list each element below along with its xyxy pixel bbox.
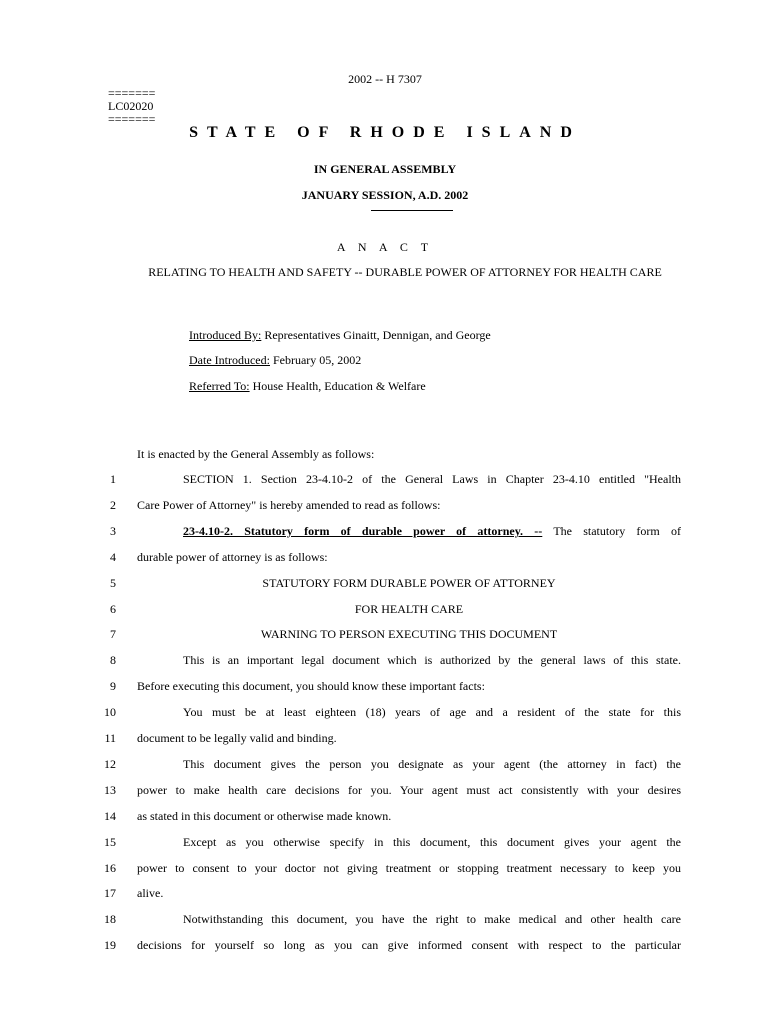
line-number: 2	[110, 498, 116, 512]
introduced-by-label: Introduced By:	[189, 328, 262, 342]
bill-line	[137, 576, 681, 591]
bill-line	[137, 886, 681, 901]
section-heading: 23-4.10-2. Statutory form of durable power of attorney. --	[183, 524, 543, 538]
line-text: power to make health care decisions for you. Your agent must act consistently with your desires	[137, 783, 681, 797]
line-text: decisions for yourself so long as you can give informed consent with respect to the particular	[137, 938, 681, 952]
line-number: 5	[110, 576, 116, 590]
bill-line	[137, 524, 681, 539]
line-text: SECTION 1. Section 23-4.10-2 of the General Laws in Chapter 23-4.10 entitled "Health	[183, 472, 681, 486]
assembly-heading: IN GENERAL ASSEMBLY	[313, 162, 457, 176]
bill-line	[137, 627, 681, 642]
bill-line	[137, 653, 681, 668]
line-number: 18	[104, 912, 116, 926]
line-number: 14	[104, 809, 116, 823]
bill-line	[137, 809, 681, 824]
line-number: 3	[110, 524, 116, 538]
line-text: document to be legally valid and binding.	[137, 731, 337, 745]
line-number: 17	[104, 886, 116, 900]
bill-line	[137, 472, 681, 487]
date-introduced	[189, 353, 361, 368]
bill-number: 2002 -- H 7307	[348, 72, 422, 86]
referred-to	[189, 379, 426, 394]
bill-line	[137, 835, 681, 850]
session-heading: JANUARY SESSION, A.D. 2002	[301, 188, 469, 202]
lc-code: LC02020	[108, 99, 154, 113]
line-text: alive.	[137, 886, 164, 900]
act-heading: A N A C T	[336, 240, 434, 254]
bill-line	[137, 912, 681, 927]
line-text: You must be at least eighteen (18) years of age and a resident of the state for this	[183, 705, 681, 719]
state-heading: STATE OF RHODE ISLAND	[189, 124, 581, 141]
line-number: 4	[110, 550, 116, 564]
line-number: 16	[104, 861, 116, 875]
bill-line	[137, 731, 681, 746]
line-text: Before executing this document, you should know these important facts:	[137, 679, 485, 693]
bill-line	[137, 938, 681, 953]
line-number: 13	[104, 783, 116, 797]
line-number: 19	[104, 938, 116, 952]
line-text: Except as you otherwise specify in this document, this document gives your agent the	[183, 835, 681, 849]
bill-line	[137, 679, 681, 694]
date-introduced-label: Date Introduced:	[189, 353, 270, 367]
bill-line	[137, 757, 681, 772]
line-text: power to consent to your doctor not giving treatment or stopping treatment necessary to keep you	[137, 861, 681, 875]
line-number: 12	[104, 757, 116, 771]
bill-line	[137, 861, 681, 876]
line-text: WARNING TO PERSON EXECUTING THIS DOCUMENT	[260, 627, 558, 641]
line-text: The statutory form of	[542, 524, 681, 538]
lc-rule-bottom: =======	[108, 112, 156, 126]
line-number: 9	[110, 679, 116, 693]
line-text: Care Power of Attorney" is hereby amended to read as follows:	[137, 498, 441, 512]
line-text: STATUTORY FORM DURABLE POWER OF ATTORNEY	[262, 576, 556, 590]
line-text: Notwithstanding this document, you have the right to make medical and other health care	[183, 912, 681, 926]
bill-line	[137, 550, 681, 565]
date-introduced-value: February 05, 2002	[269, 353, 362, 367]
line-number: 1	[110, 472, 116, 486]
line-number: 8	[110, 653, 116, 667]
line-number: 15	[104, 835, 116, 849]
introduced-by	[189, 328, 491, 343]
enacting-clause: It is enacted by the General Assembly as follows:	[137, 447, 375, 461]
line-number: 6	[110, 602, 116, 616]
line-text: durable power of attorney is as follows:	[137, 550, 328, 564]
line-number: 10	[104, 705, 116, 719]
bill-line	[137, 783, 681, 798]
introduced-by-value: Representatives Ginaitt, Dennigan, and George	[261, 328, 491, 342]
referred-to-label: Referred To:	[189, 379, 250, 393]
line-text: FOR HEALTH CARE	[354, 602, 464, 616]
bill-line	[137, 602, 681, 617]
line-text: as stated in this document or otherwise made known.	[137, 809, 392, 823]
bill-line	[137, 705, 681, 720]
lc-rule-top: =======	[108, 86, 156, 100]
referred-to-value: House Health, Education & Welfare	[249, 379, 426, 393]
line-number: 11	[104, 731, 116, 745]
line-number: 7	[110, 627, 116, 641]
relating-title: RELATING TO HEALTH AND SAFETY -- DURABLE POWER OF ATTORNEY FOR HEALTH CARE	[148, 265, 662, 279]
line-text: This is an important legal document which is authorized by the general laws of this state.	[183, 653, 681, 667]
bill-line	[137, 498, 681, 513]
session-rule	[371, 210, 453, 211]
line-text: This document gives the person you designate as your agent (the attorney in fact) the	[183, 757, 681, 771]
